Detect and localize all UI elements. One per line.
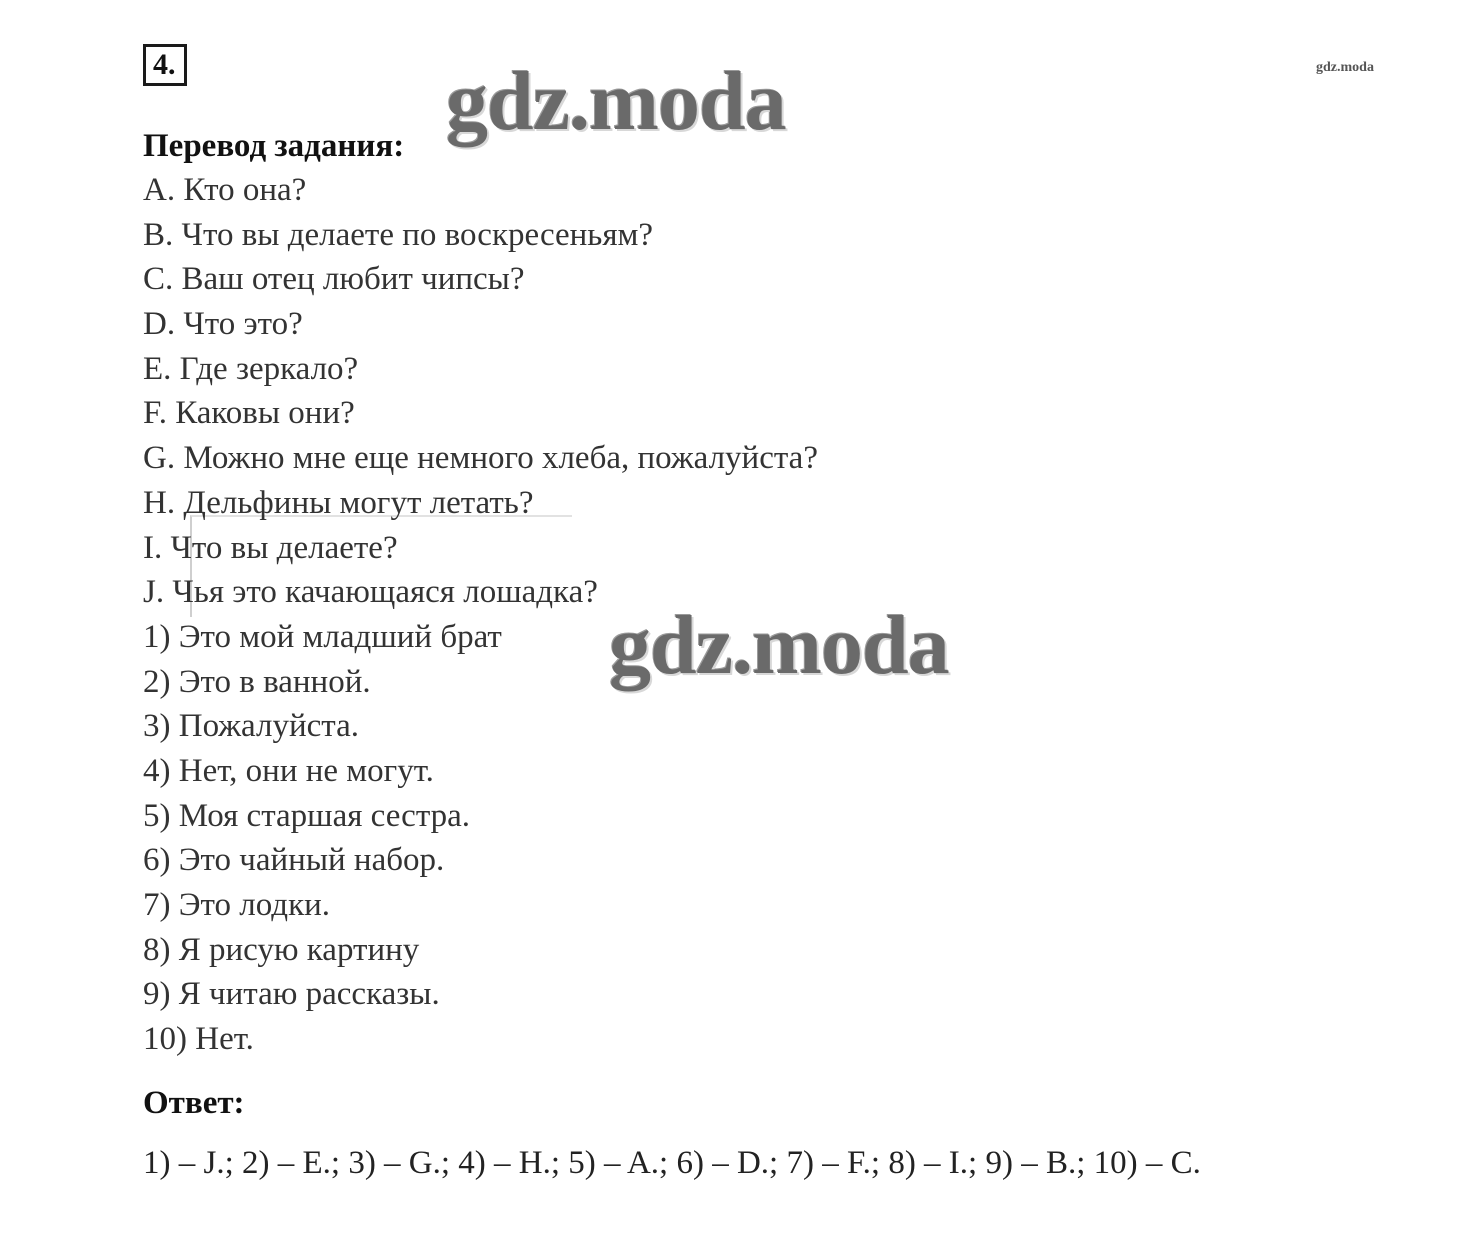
answer-item: 5) Моя старшая сестра.: [143, 797, 471, 834]
answer-item: 3) Пожалуйста.: [143, 708, 359, 745]
question-item: E. Где зеркало?: [143, 350, 359, 387]
question-item: D. Что это?: [143, 306, 303, 343]
question-item: H. Дельфины могут летать?: [143, 484, 534, 521]
answer-item: 7) Это лодки.: [143, 887, 331, 923]
answer-item: 1) Это мой младший брат: [143, 618, 502, 655]
answer-item: 10) Нет.: [143, 1021, 254, 1058]
question-item: A. Кто она?: [143, 172, 307, 208]
question-item: G. Можно мне еще немного хлеба, пожалуйста?: [143, 440, 818, 477]
answer-line: 1) – J.; 2) – E.; 3) – G.; 4) – H.; 5) – A.; 6) – D.; 7) – F.; 8) – I.; 9) – B.; 10) – C.: [143, 1145, 1201, 1181]
answer-item: 6) Это чайный набор.: [143, 842, 445, 879]
answer-item: 4) Нет, они не могут.: [143, 752, 434, 789]
answer-heading: Ответ:: [143, 1085, 245, 1121]
task-number-box: 4.: [143, 44, 187, 86]
question-item: F. Каковы они?: [143, 395, 355, 432]
answer-item: 9) Я читаю рассказы.: [143, 976, 440, 1013]
watermark: gdz.moda: [609, 599, 949, 692]
watermark: gdz.moda: [446, 55, 786, 148]
answer-item: 8) Я рисую картину: [143, 931, 420, 968]
site-mark: gdz.moda: [1316, 60, 1374, 75]
question-item: J. Чья это качающаяся лошадка?: [143, 574, 598, 611]
question-item: C. Ваш отец любит чипсы?: [143, 261, 525, 298]
answer-item: 2) Это в ванной.: [143, 663, 371, 700]
question-item: B. Что вы делаете по воскресеньям?: [143, 216, 654, 253]
question-item: I. Что вы делаете?: [143, 529, 398, 566]
translation-heading: Перевод задания:: [143, 128, 405, 164]
